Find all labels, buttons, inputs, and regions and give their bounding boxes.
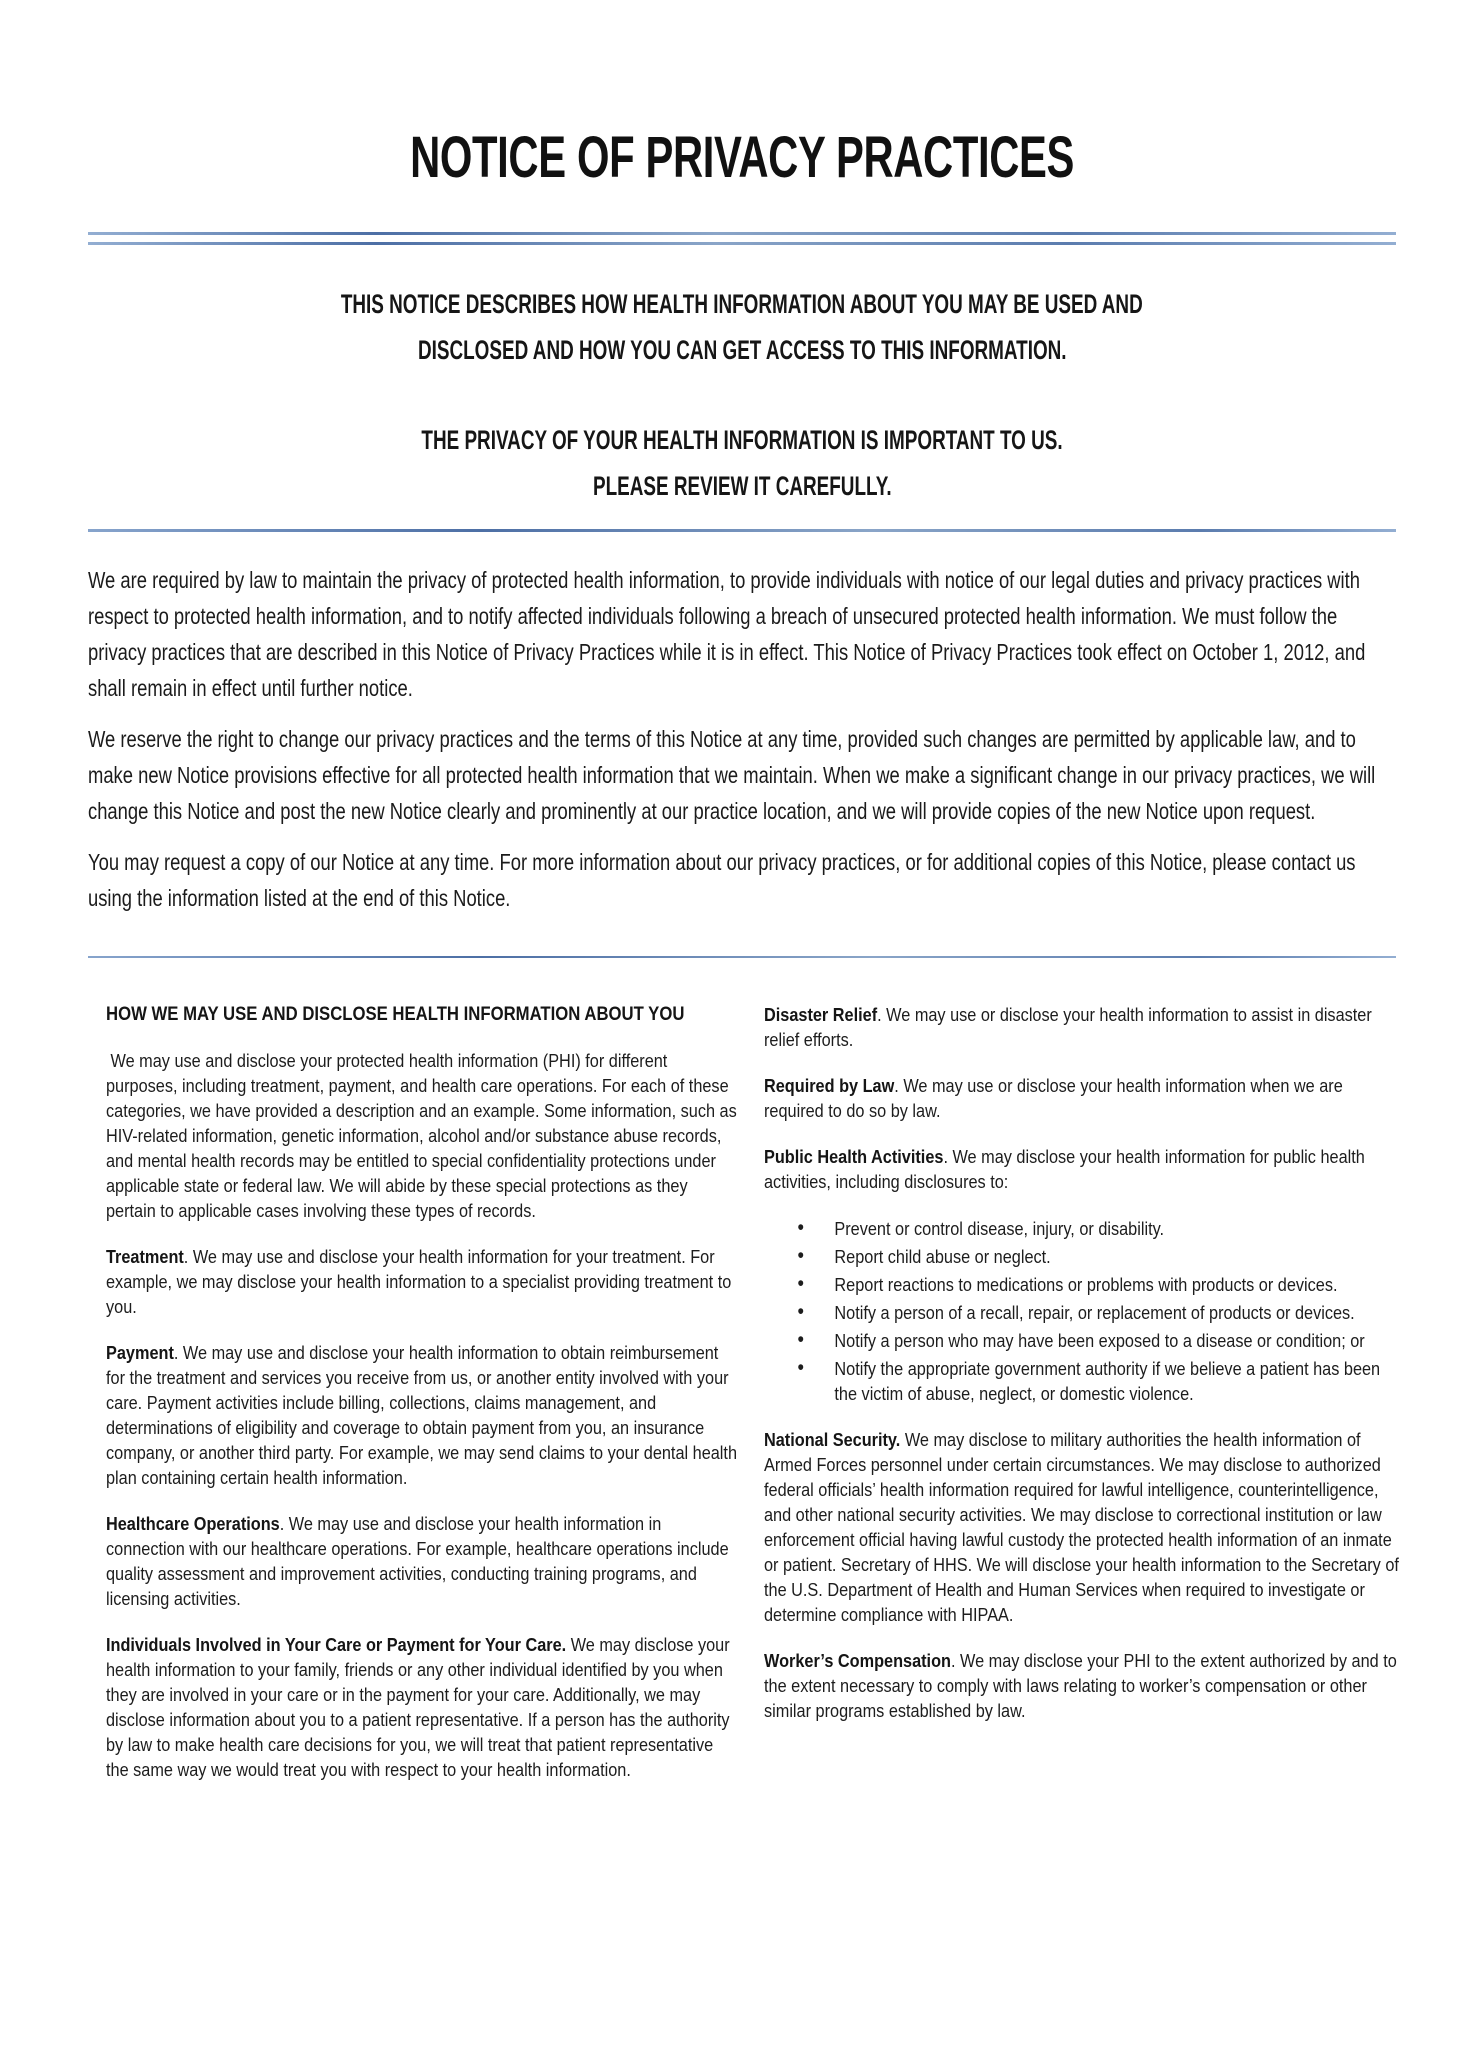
paragraph-individuals-involved [106,1632,740,1782]
paragraph-national-security [764,1427,1404,1627]
paragraph-payment [106,1340,740,1490]
paragraph-healthcare-operations [106,1511,740,1611]
page-title-text: NOTICE OF PRIVACY PRACTICES [410,125,1074,190]
right-column [764,1002,1404,1782]
statement-line-text: PLEASE REVIEW IT CAREFULLY. [592,471,892,501]
rule-line-top [88,232,1396,235]
intro-paragraph-3: You may request a copy of our Notice at any time. For more information about our privacy practices, or for additional copies of this Notice, please contact us using the information listed at the end of this Notice. [88,848,1356,911]
paragraph-label: Disaster Relief [764,1004,878,1025]
paragraph-workers-compensation [764,1648,1404,1723]
paragraph-label: Required by Law [764,1075,895,1096]
bullet-item: • Notify a person of a recall, repair, or replacement of products or devices. [764,1300,1404,1325]
paragraph-label: Individuals Involved in Your Care or Payment for Your Care. [106,1634,567,1655]
paragraph-required-by-law [764,1073,1404,1123]
public-health-bullet-list [764,1216,1404,1406]
paragraph-text: . We may use or disclose your health information when we are required to do so by law. [764,1075,1348,1121]
statement-line-text: THE PRIVACY OF YOUR HEALTH INFORMATION IS IMPORTANT TO US. [421,425,1063,455]
statement-line [88,327,1396,373]
paragraph-disaster-relief [764,1002,1404,1052]
two-column-section [88,1002,1404,1782]
statement-line-text: DISCLOSED AND HOW YOU CAN GET ACCESS TO THIS INFORMATION. [417,335,1067,365]
paragraph-treatment [106,1244,740,1319]
paragraph-label: Payment [106,1342,174,1363]
paragraph-label: Worker’s Compensation [764,1650,951,1671]
paragraph-text: . We may use and disclose your health information for your treatment. For example, we may disclose your health information to a specialist providing treatment to you. [106,1246,736,1317]
notice-statement-1 [88,281,1396,373]
bullet-item: • Report reactions to medications or problems with products or devices. [764,1272,1404,1297]
intro-paragraph-2: We reserve the right to change our privacy practices and the terms of this Notice at any time, provided such changes are permitted by applicable law, and to make new Notice provisions effective for all protected health information that we maintain. When we make a significant change in our privacy practices, we will change this Notice and post the new Notice clearly and prominently at our practice location, and we will provide copies of the new Notice upon request. [88,725,1376,824]
paragraph-text: . We may use and disclose your health information in connection with our healthcare operations. For example, healthcare operations include quality assessment and improvement activities, conducting training programs, and licensing activities. [106,1513,734,1609]
rule-line-bottom [88,242,1396,245]
paragraph-text: We may disclose your health information to your family, friends or any other individual identified by you when they are involved in your care or in the payment for your care. Additionally, we may disclose information about you to a patient representative. If a person has the authority by law to make health care decisions for you, we will treat that patient representative the same way we would treat you with respect to your health information. [106,1634,735,1780]
statement-line-text: THIS NOTICE DESCRIBES HOW HEALTH INFORMATION ABOUT YOU MAY BE USED AND [341,289,1143,319]
bullet-item: • Prevent or control disease, injury, or disability. [764,1216,1404,1241]
statement-line [88,281,1396,327]
paragraph-label: National Security. [764,1429,901,1450]
paragraph-text: We may disclose to military authorities the health information of Armed Forces personnel under certain circumstances. We may disclose to authorized federal officials’ health information required for lawful intelligence, counterintelligence, and other national security activities. We may disclose to correctional institution or law enforcement official having lawful custody the protected health information of an inmate or patient. Secretary of HHS. We will disclose your health information to the Secretary of the U.S. Department of Health and Human Services when required to investigate or determine compliance with HIPAA. [764,1429,1404,1625]
left-column-content [106,1002,740,1782]
notice-statement-2 [88,417,1396,509]
paragraph-text: . We may disclose your PHI to the extent authorized by and to the extent necessary to comply with laws relating to worker’s compensation or other similar programs established by law. [764,1650,1402,1721]
double-rule-divider [88,232,1396,245]
paragraph-phi-overview: We may use and disclose your protected health information (PHI) for different purposes, including treatment, payment, and health care operations. For each of these categories, we have provided a description and an example. Some information, such as HIV-related information, genetic information, alcohol and/or substance abuse records, and mental health records may be entitled to special confidentiality protections under applicable state or federal law. We will abide by these special protections as they pertain to applicable cases involving these types of records. [106,1050,742,1221]
bullet-item: • Notify the appropriate government authority if we believe a patient has been the victim of abuse, neglect, or domestic violence. [764,1356,1404,1406]
paragraph-label: Healthcare Operations [106,1513,280,1534]
single-rule-divider [88,956,1396,959]
page-title [88,126,1396,190]
paragraph-label: Treatment [106,1246,184,1267]
statement-line [88,463,1396,509]
paragraph-text: . We may use and disclose your health information to obtain reimbursement for the treatment and services you receive from us, or another entity involved with your care. Payment activities include billing, collections, claims management, and determinations of eligibility and coverage to obtain payment from you, an insurance company, or another third party. For example, we may send claims to your dental health plan containing certain health information. [106,1342,742,1488]
left-column [106,1002,740,1782]
document-page [0,126,1484,1782]
section-heading-how-we-may-use: HOW WE MAY USE AND DISCLOSE HEALTH INFORMATION ABOUT YOU [106,1004,685,1025]
bullet-item: • Report child abuse or neglect. [764,1244,1404,1269]
paragraph-label: Public Health Activities [764,1146,944,1167]
intro-paragraph-1: We are required by law to maintain the privacy of protected health information, to provide individuals with notice of our legal duties and privacy practices with respect to protected health information, and to notify affected individuals following a breach of unsecured protected health information. We must follow the privacy practices that are described in this Notice of Privacy Practices while it is in effect. This Notice of Privacy Practices took effect on October 1, 2012, and shall remain in effect until further notice. [88,566,1366,701]
statement-line [88,417,1396,463]
paragraph-text: . We may disclose your health information for public health activities, including disclosures to: [764,1146,1370,1192]
right-column-content [764,1002,1404,1723]
bullet-item: • Notify a person who may have been exposed to a disease or condition; or [764,1328,1404,1353]
single-rule-divider [88,529,1396,532]
paragraph-text: . We may use or disclose your health information to assist in disaster relief efforts. [764,1004,1377,1050]
paragraph-public-health-activities [764,1144,1404,1194]
